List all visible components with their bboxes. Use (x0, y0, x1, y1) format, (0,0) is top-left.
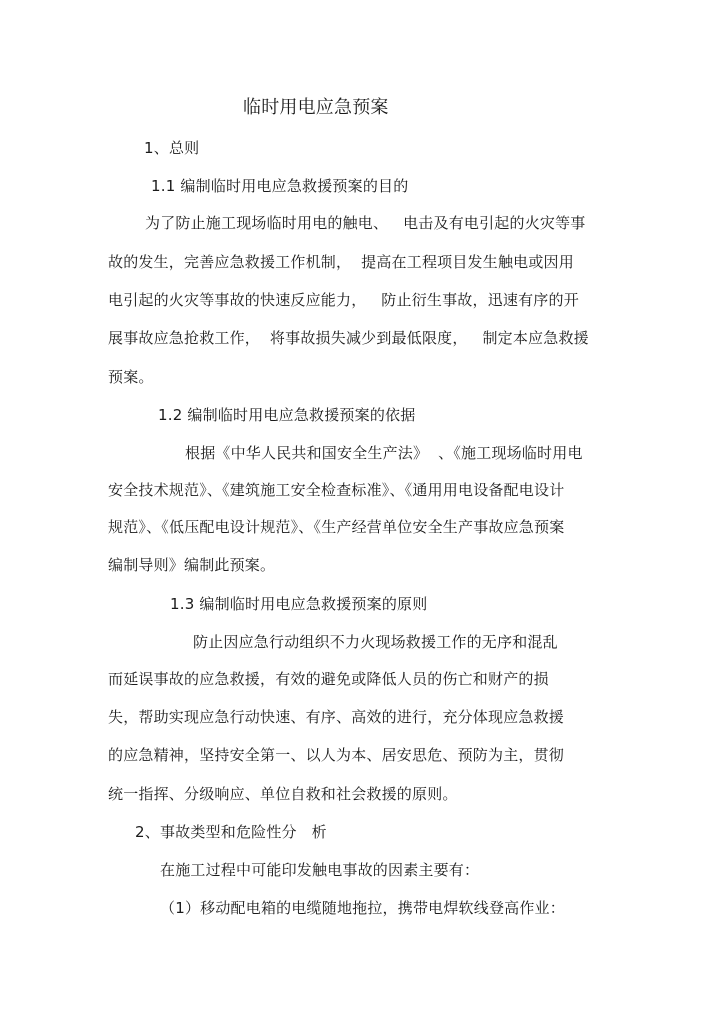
paragraph-line: 防止因应急行动组织不力火现场救援工作的无序和混乱 (193, 633, 558, 651)
paragraph-line: 电引起的火灾等事故的快速反应能力， 防止衍生事故，迅速有序的开 (108, 291, 579, 309)
paragraph-line: （1）移动配电箱的电缆随地拖拉，携带电焊软线登高作业： (160, 899, 565, 917)
paragraph-line: 规范》、《低压配电设计规范》、《生产经营单位安全生产事故应急预案 (108, 518, 565, 536)
paragraph-line: 失，帮助实现应急行动快速、有序、高效的进行，充分体现应急救援 (108, 708, 565, 726)
paragraph-line: 在施工过程中可能印发触电事故的因素主要有： (160, 861, 480, 879)
paragraph-line: 安全技术规范》、《建筑施工安全检查标准》、《通用用电设备配电设计 (108, 481, 565, 499)
document-title: 临时用电应急预案 (243, 97, 389, 118)
subsection-heading: 1.3 编制临时用电应急救援预案的原则 (170, 595, 428, 613)
paragraph-line: 预案。 (108, 368, 154, 386)
paragraph-line: 故的发生，完善应急救援工作机制， 提高在工程项目发生触电或因用 (108, 253, 574, 271)
section-heading: 1、总则 (144, 139, 200, 157)
paragraph-line: 展事故应急抢救工作， 将事故损失减少到最低限度， 制定本应急救援 (108, 329, 589, 347)
paragraph-line: 为了防止施工现场临时用电的触电、 电击及有电引起的火灾等事 (145, 214, 586, 232)
paragraph-line: 编制导则》编制此预案。 (108, 556, 276, 574)
section-heading: 2、事故类型和危险性分 析 (135, 823, 327, 841)
paragraph-line: 根据《中华人民共和国安全生产法》 、《施工现场临时用电 (185, 444, 583, 462)
subsection-heading: 1.1 编制临时用电应急救援预案的目的 (151, 177, 409, 195)
paragraph-line: 而延误事故的应急救援，有效的避免或降低人员的伤亡和财产的损 (108, 670, 549, 688)
paragraph-line: 的应急精神，坚持安全第一、以人为本、居安思危、预防为主，贯彻 (108, 746, 565, 764)
subsection-heading: 1.2 编制临时用电应急救援预案的依据 (158, 406, 416, 424)
paragraph-line: 统一指挥、分级响应、单位自救和社会救援的原则。 (108, 785, 458, 803)
